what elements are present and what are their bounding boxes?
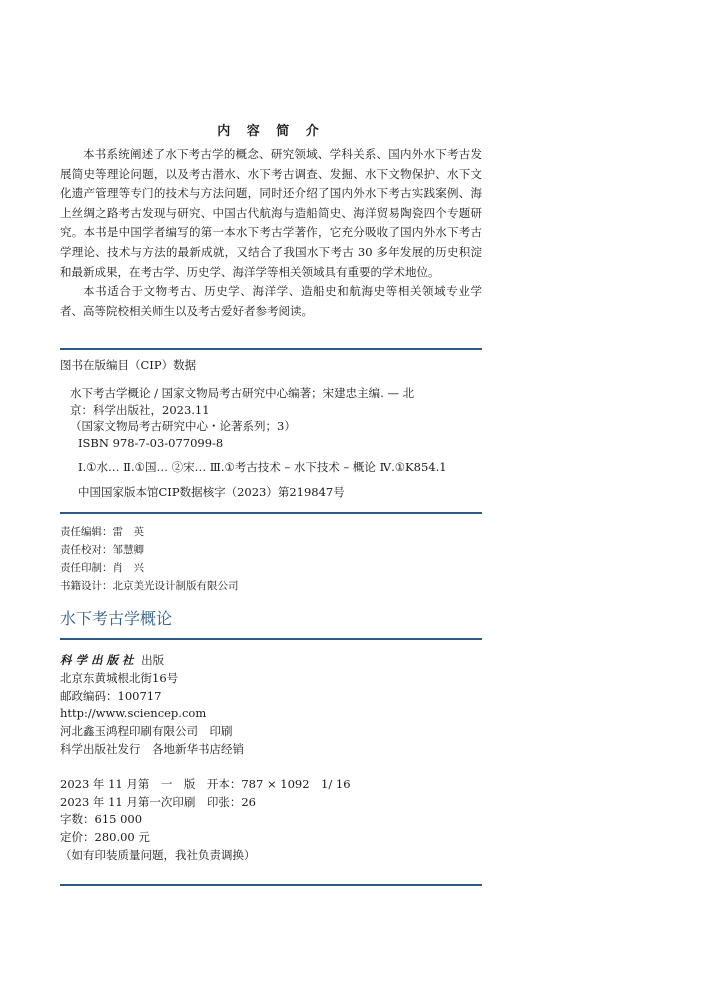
credits-list	[60, 523, 239, 595]
publisher-postcode: 邮政编码：100717	[60, 688, 162, 703]
divider-rule-4	[60, 884, 482, 886]
quality-notice: （如有印装质量问题，我社负责调换）	[60, 847, 256, 862]
intro-text	[60, 145, 482, 321]
intro-paragraph-2: 本书适合于文物考古、历史学、海洋学、造船史和航海史等相关领域专业学者、高等院校相关师生以及考古爱好者参考阅读。	[60, 284, 482, 318]
credit-name: 肖 兴	[112, 562, 144, 574]
cip-heading: 图书在版编目（CIP）数据	[60, 358, 197, 372]
word-count: 字数：615 000	[60, 812, 143, 827]
credit-role: 责任编辑：	[60, 526, 113, 538]
cip-line-2: 京：科学出版社，2023.11	[70, 402, 210, 417]
cip-number: 中国国家版本馆CIP数据核字（2023）第219847号	[78, 484, 345, 499]
divider-rule-1	[60, 348, 482, 350]
credit-row	[60, 559, 239, 577]
credit-role: 书籍设计：	[60, 580, 113, 592]
book-title: 水下考古学概论	[60, 609, 173, 628]
credit-role: 责任校对：	[60, 544, 113, 556]
credit-row	[60, 541, 239, 559]
publisher-suffix: 出版	[141, 653, 165, 667]
cip-line-1: 水下考古学概论 / 国家文物局考古研究中心编著；宋建忠主编. — 北	[70, 386, 415, 400]
credit-name: 邹慧卿	[112, 544, 144, 556]
edition-line: 2023 年 11 月第 一 版 开本：787 × 1092 1/ 16	[60, 776, 351, 791]
publisher-address: 北京东黄城根北街16号	[60, 670, 179, 685]
divider-rule-2	[60, 512, 482, 514]
credit-name: 雷 英	[112, 526, 144, 538]
price: 定价：280.00 元	[60, 830, 150, 845]
publisher-logo: 科学出版社	[60, 653, 138, 667]
cip-block	[70, 385, 482, 500]
credit-role: 责任印制：	[60, 562, 113, 574]
publication-info	[60, 652, 351, 865]
intro-paragraph-1: 本书系统阐述了水下考古学的概念、研究领域、学科关系、国内外水下考古发展简史等理论问题，以及考古潜水、水下考古调查、发掘、水下文物保护、水下文化遗产管理等专门的技术与方法问题，同时还介绍了国内外水下考古实践案例、海上丝绸之路考古发现与研究、中国古代航海与造船简史、海洋贸易陶瓷四个专题研究。本书是中国学者编写的第一本水下考古学著作，它充分吸收了国内外水下考古学理论、技术与方法的最新成就，又结合了我国水下考古 30 多年发展的历史积淀和最新成果，在考古学、历史学、海洋学等相关领域具有重要的学术地位。	[60, 147, 482, 279]
cip-line-3: （国家文物局考古研究中心・论著系列；3）	[70, 419, 296, 433]
printer-line: 河北鑫玉鸿程印刷有限公司 印刷	[60, 724, 233, 739]
publisher-line	[60, 652, 351, 670]
cip-classification: Ⅰ.①水… Ⅱ.①国… ②宋… Ⅲ.①考古技术 – 水下技术 – 概论 Ⅳ.①K854.1	[78, 460, 447, 474]
publisher-url: http://www.sciencep.com	[60, 706, 207, 721]
credit-row	[60, 577, 239, 595]
cip-isbn: ISBN 978-7-03-077099-8	[78, 435, 224, 450]
credit-row	[60, 523, 239, 541]
distributor-line: 科学出版社发行 各地新华书店经销	[60, 741, 244, 756]
credit-name: 北京美光设计制版有限公司	[112, 580, 239, 592]
intro-title: 内 容 简 介	[217, 124, 325, 139]
divider-rule-3	[60, 638, 482, 640]
printing-line: 2023 年 11 月第一次印刷 印张：26	[60, 794, 256, 809]
